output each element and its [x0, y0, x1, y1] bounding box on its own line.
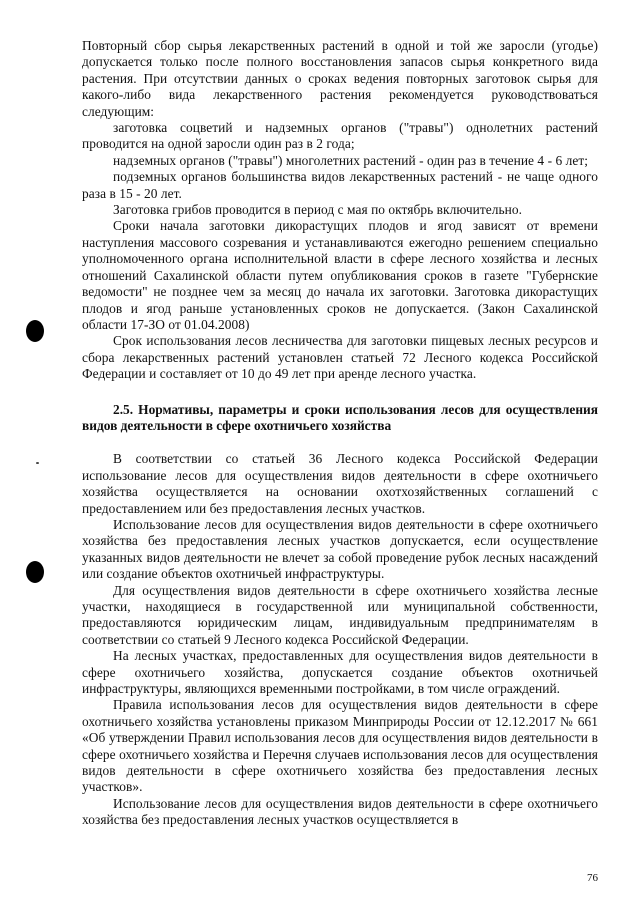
punch-hole-top: [26, 320, 44, 342]
scan-speck: [36, 462, 39, 464]
paragraph: На лесных участках, предоставленных для осуществления видов деятельности в сфере охотничьего хозяйства, допускается создание объектов охотничьей инфраструктуры, являющихся временными постройками, в том числе ограждений.: [82, 648, 598, 697]
paragraph: подземных органов большинства видов лекарственных растений - не чаще одного раза в 15 - 20 лет.: [82, 169, 598, 201]
paragraph: В соответствии со статьей 36 Лесного кодекса Российской Федерации использование лесов для осуществления видов деятельности в сфере охотничьего хозяйства осуществляется на основании охотхозяйственных соглашений с предоставлением или без предоставления лесных участков.: [82, 451, 598, 516]
paragraph: Правила использования лесов для осуществления видов деятельности в сфере охотничьего хозяйства установлены приказом Минприроды России от 12.12.2017 № 661 «Об утверждении Правил использования лесов для осуществления видов деятельности в сфере охотничьего хозяйства и Перечня случаев использования лесов для осуществления видов деятельности в сфере охотничьего хозяйства без предоставления лесных участков».: [82, 697, 598, 795]
paragraph: Заготовка грибов проводится в период с мая по октябрь включительно.: [113, 202, 523, 218]
document-body: [82, 38, 598, 829]
paragraph: Срок использования лесов лесничества для заготовки пищевых лесных ресурсов и сбора лекарственных растений установлен статьей 72 Лесного кодекса Российской Федерации и составляет от 10 до 49 лет при аренде лесного участка.: [82, 333, 598, 382]
punch-hole-bottom: [26, 561, 44, 583]
page-number: 76: [587, 872, 598, 884]
paragraph: заготовка соцветий и надземных органов ("травы") однолетних растений проводится на одной заросли один раз в 2 года;: [82, 120, 598, 152]
paragraph: Использование лесов для осуществления видов деятельности в сфере охотничьего хозяйства без предоставления лесных участков допускается, если осуществление указанных видов деятельности не влечет за собой проведение рубок лесных насаждений или создание объектов охотничьей инфраструктуры.: [82, 516, 598, 582]
paragraph: Повторный сбор сырья лекарственных растений в одной и той же заросли (угодье) допускается только после полного восстановления запасов сырья конкретного вида растения. При отсутствии данных о сроках ведения повторных заготовок сырья для какого-либо вида лекарственного растения рекомендуется руководствоваться следующим:: [82, 38, 598, 119]
paragraph: Использование лесов для осуществления видов деятельности в сфере охотничьего хозяйства без предоставления лесных участков осуществляется в: [82, 795, 598, 828]
paragraph: надземных органов ("травы") многолетних растений - один раз в течение 4 - 6 лет;: [113, 152, 589, 168]
paragraph: Сроки начала заготовки дикорастущих плодов и ягод зависят от времени наступления массового созревания и устанавливаются ежегодно решением специально уполномоченного органа исполнительной власти в сфере лесного хозяйства и лесных отношений Сахалинской области путем опубликования сроков в газете "Губернские ведомости" не позднее чем за месяц до начала их заготовки. Заготовка дикорастущих плодов и ягод раньше установленных сроков не допускается. (Закон Сахалинской области 17-ЗО от 01.04.2008): [82, 218, 598, 332]
paragraph: Для осуществления видов деятельности в сфере охотничьего хозяйства лесные участки, находящиеся в государственной или муниципальной собственности, предоставляются юридическим лицам, индивидуальным предпринимателям в соответствии со статьей 9 Лесного кодекса Российской Федерации.: [82, 582, 598, 647]
section-heading: 2.5. Нормативы, параметры и сроки использования лесов для осуществления видов деятельности в сфере охотничьего хозяйства: [82, 401, 598, 433]
